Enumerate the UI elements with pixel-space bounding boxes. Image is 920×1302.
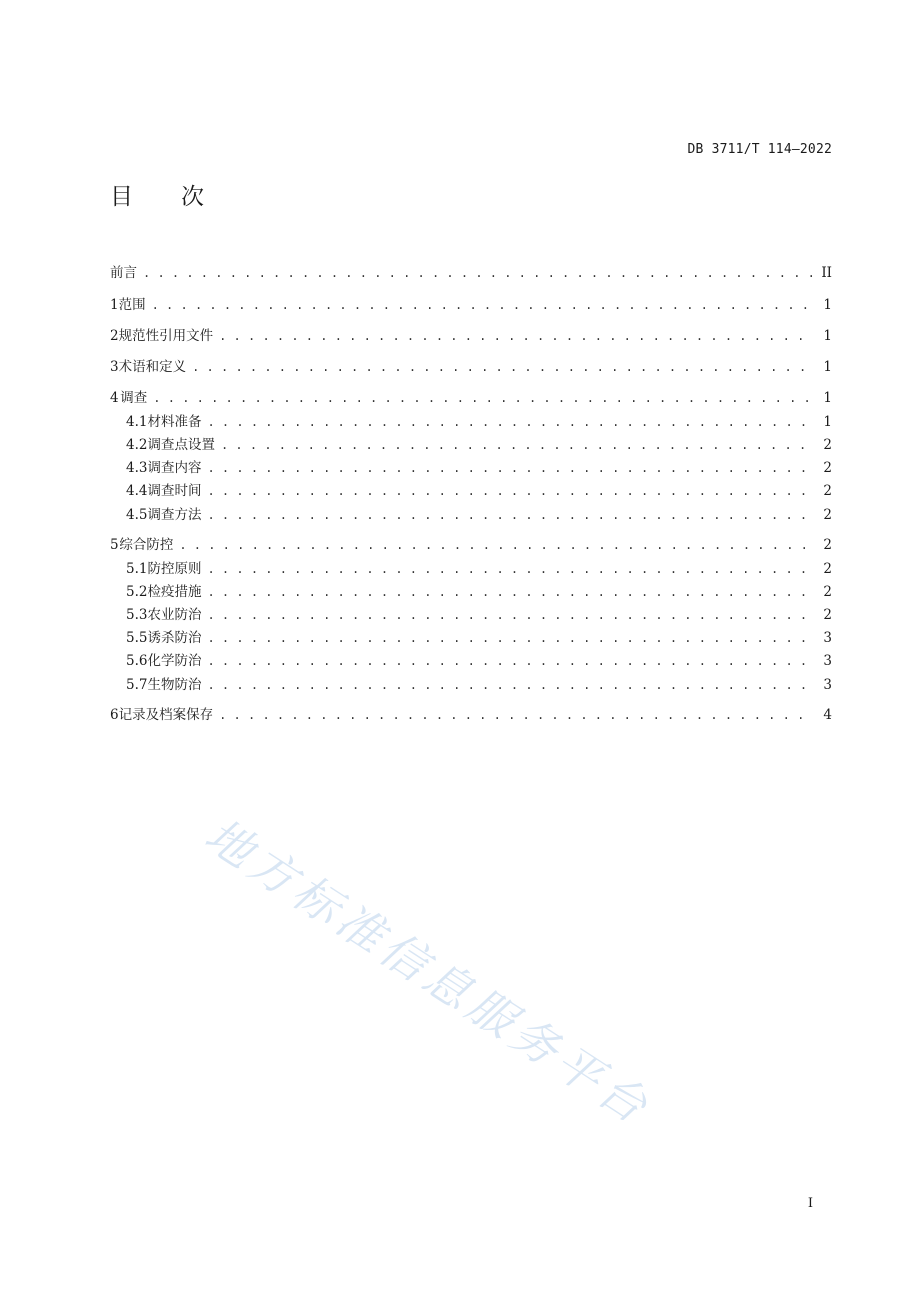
toc-entry-section-4[interactable] xyxy=(110,389,832,407)
toc-entry-section-5-7[interactable] xyxy=(126,676,832,694)
toc-entry-number: 1 xyxy=(110,297,119,313)
toc-entry-number: 4.5 xyxy=(126,507,148,523)
toc-leader-dots xyxy=(207,652,814,670)
toc-leader-dots xyxy=(207,506,814,524)
toc-leader-dots xyxy=(219,706,814,724)
toc-entry-number: 5.1 xyxy=(126,561,148,577)
toc-entry-section-4-4[interactable] xyxy=(126,482,832,500)
toc-entry-label: 农业防治 xyxy=(147,607,202,623)
toc-entry-page: 3 xyxy=(823,653,832,669)
toc-entry-page: 2 xyxy=(823,561,832,577)
toc-entry-number: 5.7 xyxy=(126,677,148,693)
toc-leader-dots xyxy=(207,629,814,647)
toc-entry-number: 5.6 xyxy=(126,653,148,669)
toc-entry-label: 调查时间 xyxy=(147,483,202,499)
toc-leader-dots xyxy=(219,327,814,345)
toc-leader-dots xyxy=(207,583,814,601)
page-title-part1: 目 xyxy=(110,184,135,210)
toc-leader-dots xyxy=(153,389,814,407)
toc-leader-dots xyxy=(179,536,814,554)
toc-entry-label: 防控原则 xyxy=(147,561,202,577)
toc-leader-dots xyxy=(143,264,814,282)
toc-entry-section-5[interactable] xyxy=(110,536,832,554)
toc-entry-section-2[interactable] xyxy=(110,327,832,345)
toc-entry-section-5-1[interactable] xyxy=(126,560,832,578)
toc-entry-section-5-5[interactable] xyxy=(126,629,832,647)
toc-entry-section-5-6[interactable] xyxy=(126,652,832,670)
toc-entry-number: 6 xyxy=(110,707,119,723)
toc-entry-page: 3 xyxy=(823,677,832,693)
toc-entry-page: 4 xyxy=(823,707,832,723)
toc-entry-label: 化学防治 xyxy=(147,653,202,669)
toc-entry-number: 2 xyxy=(110,328,119,344)
toc-entry-page: 2 xyxy=(823,507,832,523)
toc-entry-label: 范围 xyxy=(118,297,146,313)
toc-entry-label: 生物防治 xyxy=(147,677,202,693)
toc-entry-page: 2 xyxy=(823,437,832,453)
toc-entry-page: 2 xyxy=(823,460,832,476)
toc-leader-dots xyxy=(221,436,814,454)
toc-leader-dots xyxy=(207,560,814,578)
toc-entry-label: 记录及档案保存 xyxy=(118,707,214,723)
toc-leader-dots xyxy=(192,358,814,376)
toc-entry-foreword[interactable] xyxy=(110,264,832,282)
toc-entry-section-5-3[interactable] xyxy=(126,606,832,624)
toc-entry-page: 1 xyxy=(823,328,832,344)
doc-code: DB 3711/T 114—2022 xyxy=(687,142,832,157)
toc-entry-section-4-2[interactable] xyxy=(126,436,832,454)
toc-entry-label: 调查点设置 xyxy=(147,437,215,453)
toc-entry-section-6[interactable] xyxy=(110,706,832,724)
toc-leader-dots xyxy=(207,459,814,477)
toc-entry-page: 1 xyxy=(823,390,832,406)
toc-leader-dots xyxy=(207,676,814,694)
toc-entry-page: 1 xyxy=(823,297,832,313)
toc-entry-number: 4.4 xyxy=(126,483,148,499)
toc-entry-number: 4.2 xyxy=(126,437,148,453)
toc-entry-page: 3 xyxy=(823,630,832,646)
toc-entry-label: 材料准备 xyxy=(147,414,202,430)
toc-entry-label: 诱杀防治 xyxy=(147,630,202,646)
toc-entry-section-3[interactable] xyxy=(110,358,832,376)
toc-entry-label: 调查内容 xyxy=(147,460,202,476)
toc-entry-number: 4 xyxy=(110,390,119,406)
toc-entry-section-1[interactable] xyxy=(110,296,832,314)
toc-entry-page: 1 xyxy=(823,414,832,430)
toc-leader-dots xyxy=(152,296,814,314)
toc-entry-page: II xyxy=(821,265,832,281)
toc-entry-label: 调查 xyxy=(120,390,148,406)
toc-entry-section-4-1[interactable] xyxy=(126,413,832,431)
toc-entry-page: 2 xyxy=(823,584,832,600)
toc-entry-label: 规范性引用文件 xyxy=(118,328,214,344)
toc-entry-number: 4.1 xyxy=(126,414,148,430)
toc-entry-label: 调查方法 xyxy=(147,507,202,523)
toc-leader-dots xyxy=(207,413,814,431)
toc-leader-dots xyxy=(207,482,814,500)
toc-entry-number: 3 xyxy=(110,359,119,375)
toc-entry-number: 4.3 xyxy=(126,460,148,476)
page-number: I xyxy=(807,1196,813,1211)
toc-entry-page: 1 xyxy=(823,359,832,375)
toc-entry-number: 5.5 xyxy=(126,630,148,646)
toc-entry-section-4-5[interactable] xyxy=(126,506,832,524)
page-title-part2: 次 xyxy=(181,184,206,210)
toc-leader-dots xyxy=(207,606,814,624)
toc-entry-number: 5 xyxy=(110,537,119,553)
toc-entry-page: 2 xyxy=(823,607,832,623)
toc-entry-label: 术语和定义 xyxy=(118,359,187,375)
toc-entry-label: 综合防控 xyxy=(119,537,174,553)
toc-entry-page: 2 xyxy=(823,483,832,499)
watermark: 地方标准信息服务平台 xyxy=(195,807,662,1137)
toc-entry-label: 前言 xyxy=(110,265,137,281)
toc-entry-page: 2 xyxy=(823,537,832,553)
toc-entry-number: 5.3 xyxy=(126,607,148,623)
toc-entry-number: 5.2 xyxy=(126,584,148,600)
toc-entry-section-4-3[interactable] xyxy=(126,459,832,477)
toc-entry-label: 检疫措施 xyxy=(147,584,202,600)
toc-entry-section-5-2[interactable] xyxy=(126,583,832,601)
